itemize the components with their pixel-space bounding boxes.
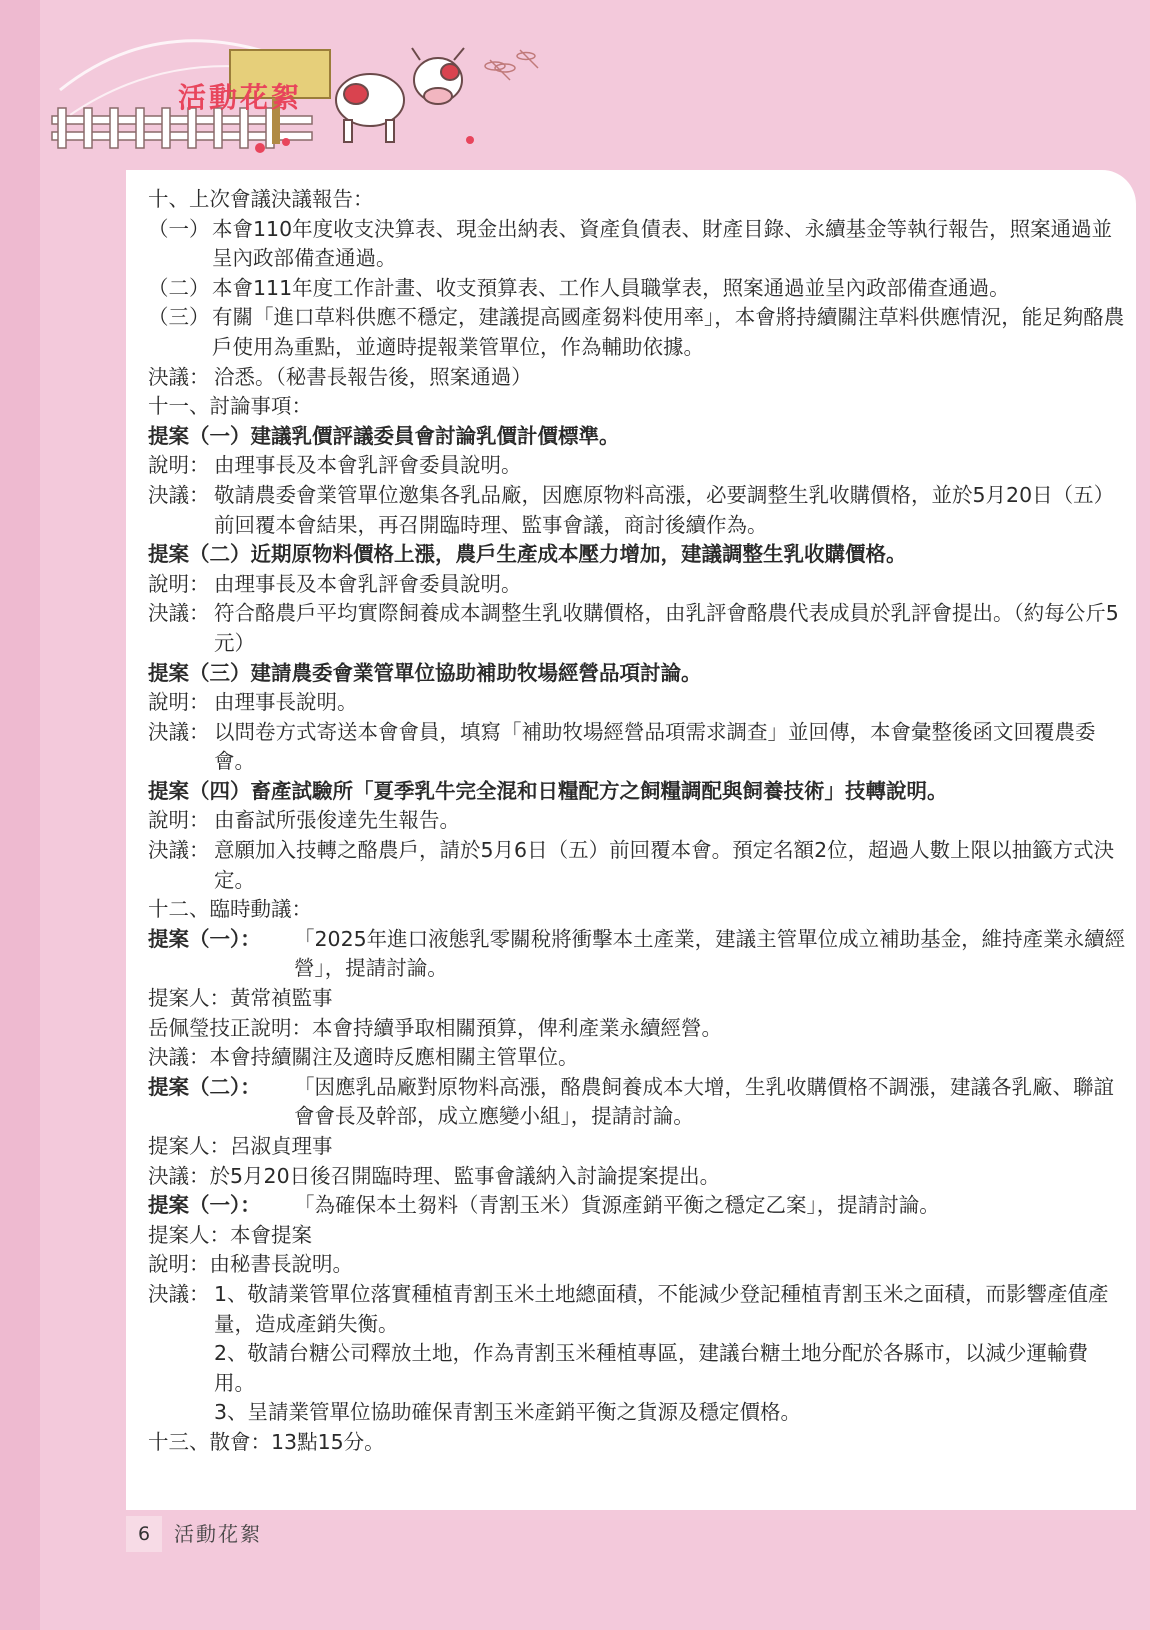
page-binding-strip xyxy=(0,0,40,1630)
proposal-2-resolution: 決議： 符合酪農戶平均實際飼養成本調整生乳收購價格，由乳評會酪農代表成員於乳評會提出。（約每公斤5元） xyxy=(148,601,1119,655)
item12-title: 十二、臨時動議： xyxy=(148,897,312,922)
temp-motion-3-resolution: 決議： 1、敬請業管單位落實種植青割玉米土地總面積，不能減少登記種植青割玉米之面積，而影響產值產量，造成產銷失衡。 xyxy=(148,1281,1109,1336)
meeting-minutes xyxy=(148,185,1128,1458)
flower-icon xyxy=(255,136,474,153)
proposal-1-explanation: 說明： 由理事長及本會乳評會委員說明。 xyxy=(148,453,522,478)
proposal-2: 提案（二） 近期原物料價格上漲，農戶生產成本壓力增加，建議調整生乳收購價格。 xyxy=(148,542,907,567)
proposal-4-explanation: 說明： 由畜試所張俊達先生報告。 xyxy=(148,808,460,833)
proposal-4: 提案（四） 畜產試驗所「夏季乳牛完全混和日糧配方之飼糧調配與飼養技術」技轉說明。 xyxy=(148,778,948,803)
temp-motion-3-proposer: 提案人： 本會提案 xyxy=(148,1222,312,1247)
temp-motion-2: 提案（二）： 「因應乳品廠對原物料高漲，酪農飼養成本大增，生乳收購價格不調漲，建議各乳廠、聯誼會會長及幹部，成立應變小組」，提請討論。 xyxy=(148,1074,1114,1129)
proposal-1-resolution: 決議： 敬請農委會業管單位邀集各乳品廠，因應原物料高漲，必要調整生乳收購價格，並於5月20日（五）前回覆本會結果，再召開臨時理、監事會議，商討後續作為。 xyxy=(148,482,1115,537)
temp-motion-2-proposer: 提案人： 呂淑貞理事 xyxy=(148,1134,333,1158)
proposal-3: 提案（三） 建請農委會業管單位協助補助牧場經營品項討論。 xyxy=(148,660,702,685)
item10-resolution: 決議： 洽悉。（秘書長報告後，照案通過） xyxy=(148,364,532,389)
item10-title: 十、上次會議決議報告： xyxy=(148,187,374,211)
temp-motion-3: 提案（一）： 「為確保本土芻料（青割玉米）貨源產銷平衡之穩定乙案」，提請討論。 xyxy=(148,1193,940,1218)
temp-motion-3-resolution-2: 2、敬請台糖公司釋放土地，作為青割玉米種植專區，建議台糖土地分配於各縣市，以減少運輸費用。 xyxy=(214,1341,1089,1395)
proposal-2-explanation: 說明： 由理事長及本會乳評會委員說明。 xyxy=(148,571,522,596)
item10-1: （一） 本會110年度收支決算表、現金出納表、資產負債表、財產目錄、永續基金等執行報告，照案通過並呈內政部備查通過。 xyxy=(148,216,1113,271)
item10-2: （二） 本會111年度工作計畫、收支預算表、工作人員職掌表，照案通過並呈內政部備查通過。 xyxy=(148,275,1010,300)
temp-motion-1-proposer: 提案人： 黃常禎監事 xyxy=(148,986,333,1011)
header-illustration xyxy=(40,20,600,170)
item10-3: （三） 有關「進口草料供應不穩定，建議提高國產芻料使用率」，本會將持續關注草料供應情況，能足夠酪農戶使用為重點，並適時提報業管單位，作為輔助依據。 xyxy=(148,305,1125,359)
temp-motion-1: 提案（一）： 「2025年進口液態乳零關稅將衝擊本土產業，建議主管單位成立補助基金，維持產業永續經營」，提請討論。 xyxy=(148,926,1126,981)
proposal-3-explanation: 說明： 由理事長說明。 xyxy=(148,690,358,715)
temp-motion-1-explanation: 岳佩瑩技正說明： 本會持續爭取相關預算，俾利產業永續經營。 xyxy=(148,1015,722,1040)
cow-icon xyxy=(336,48,464,142)
item13-adjournment: 十三、散會：13點15分。 xyxy=(148,1429,385,1454)
proposal-4-resolution: 決議： 意願加入技轉之酪農戶，請於5月6日（五）前回覆本會。預定名額2位，超過人數上限以抽籤方式決定。 xyxy=(148,838,1115,892)
temp-motion-1-resolution: 決議： 本會持續關注及適時反應相關主管單位。 xyxy=(148,1045,579,1070)
proposal-1: 提案（一） 建議乳價評議委員會討論乳價計價標準。 xyxy=(148,423,620,448)
section-label: 活動花絮 xyxy=(178,81,303,114)
proposal-3-resolution: 決議： 以問卷方式寄送本會會員，填寫「補助牧場經營品項需求調查」並回傳，本會彙整後函文回覆農委會。 xyxy=(148,719,1096,774)
temp-motion-3-resolution-3: 3、呈請業管單位協助確保青割玉米產銷平衡之貨源及穩定價格。 xyxy=(214,1400,802,1425)
dragonfly-icon xyxy=(485,50,538,80)
page-number: 6 xyxy=(126,1516,162,1552)
item11-title: 十一、討論事項： xyxy=(148,394,312,419)
temp-motion-3-explanation: 說明： 由秘書長說明。 xyxy=(148,1252,353,1277)
footer-section-label: 活動花絮 xyxy=(174,1522,262,1546)
temp-motion-2-resolution: 決議： 於5月20日後召開臨時理、監事會議納入討論提案提出。 xyxy=(148,1163,721,1188)
